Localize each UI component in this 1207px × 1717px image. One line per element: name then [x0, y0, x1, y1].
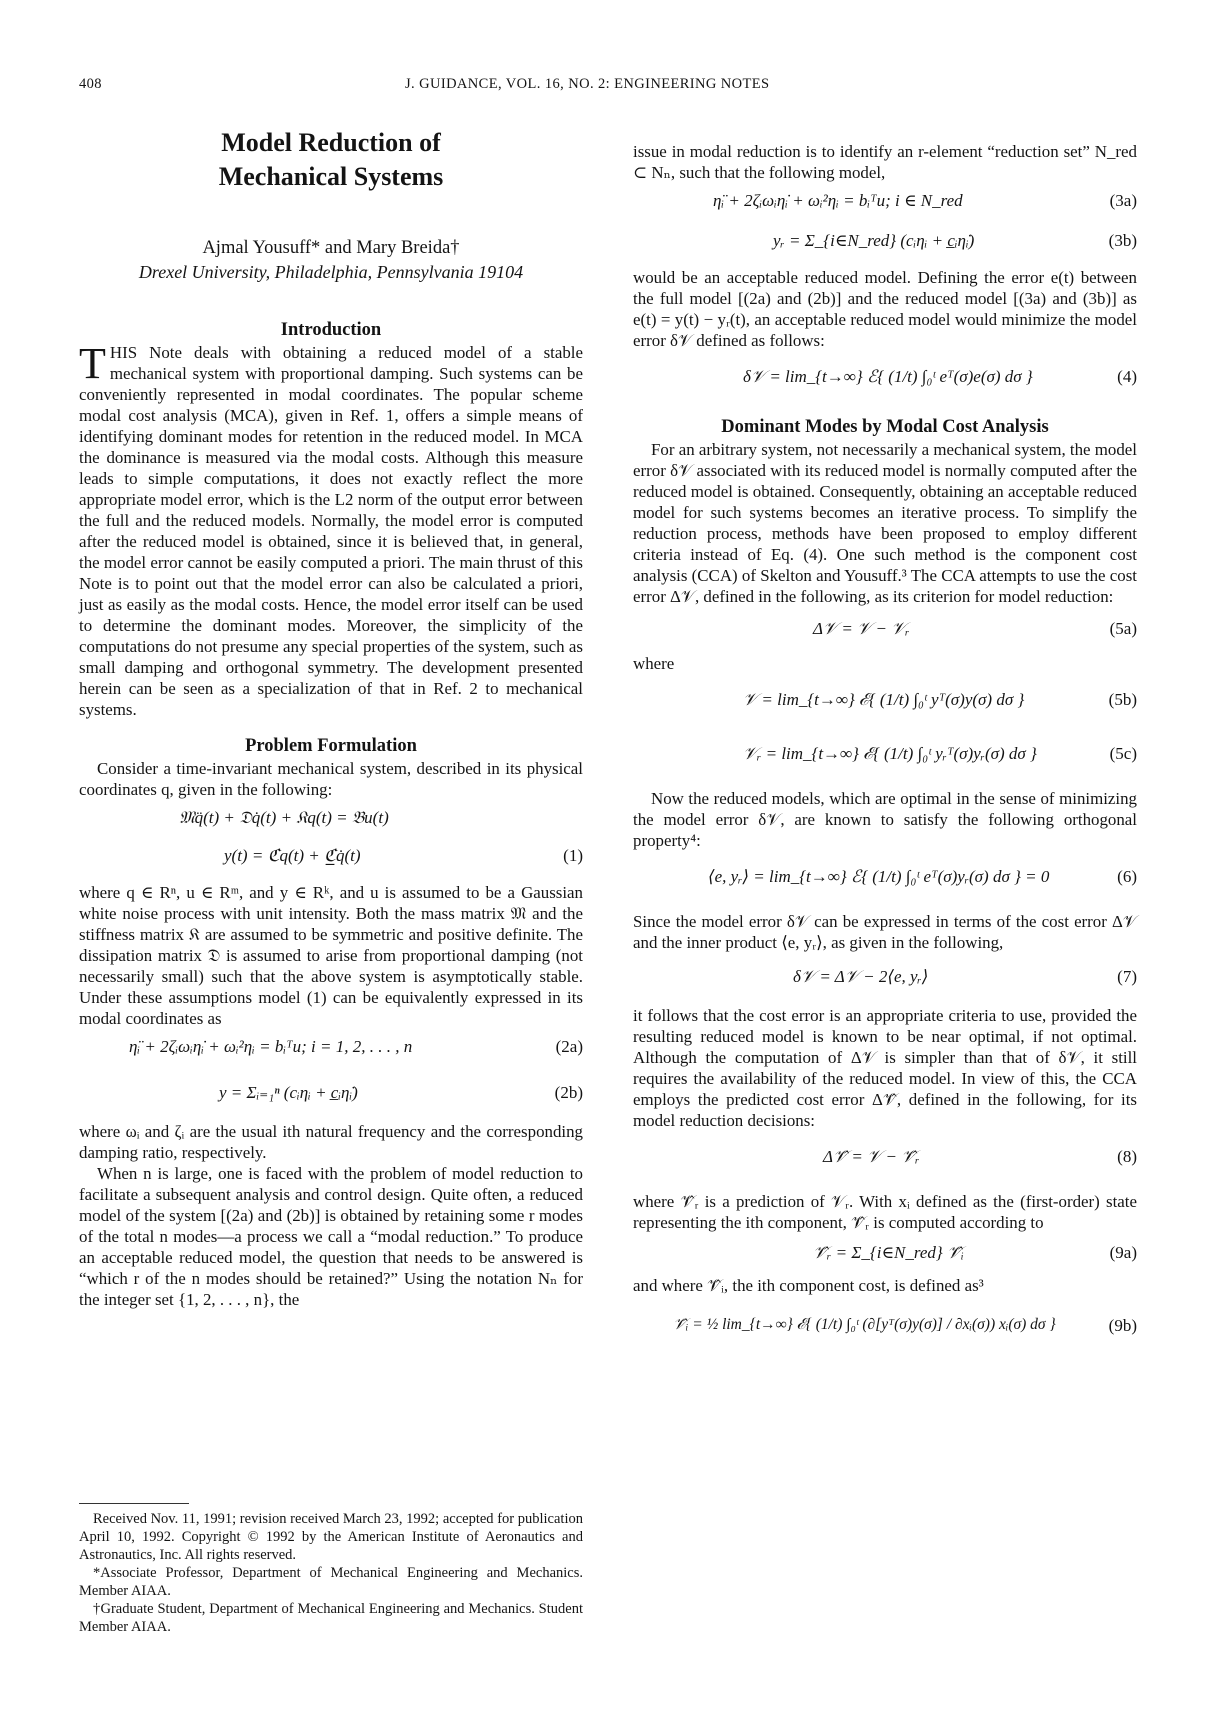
- problem-paragraph-1: Consider a time-invariant mechanical system, described in its physical coordinates q, given in the following:: [79, 759, 583, 799]
- equation-2b: [79, 1067, 583, 1121]
- equation-7: [633, 953, 1137, 999]
- equation-4: [633, 351, 1137, 405]
- equation-3a: [633, 183, 1137, 221]
- problem-paragraph-3: where ωᵢ and ζᵢ are the usual ith natural frequency and the corresponding damping ratio, respectively.: [79, 1122, 583, 1162]
- equation-2a-body: η̈ᵢ + 2ζᵢωᵢη̇ᵢ + ωᵢ²ηᵢ = bᵢᵀu; i = 1, 2, . . . , n: [129, 1037, 413, 1056]
- right-paragraph-3: For an arbitrary system, not necessarily a mechanical system, the model error δ𝒱 associated with its reduced model is normally computed after the reduced model is obtained. Consequently, obtaining an acceptable reduced model for such systems becomes an iterative process. To simplify the reduction process, methods have been proposed to employ different criteria instead of Eq. (4). One such method is the component cost analysis (CCA) of Skelton and Yousuff.³ The CCA attempts to use the cost error Δ𝒱, defined in the following, as its criterion for model reduction:: [633, 440, 1137, 606]
- equation-3b-body: yᵣ = Σ_{i∈N_red} (cᵢηᵢ + c̲ᵢη̇ᵢ): [773, 231, 975, 250]
- problem-paragraph-4: When n is large, one is faced with the problem of model reduction to facilitate a subsequent analysis and control design. Quite often, a reduced model of the system [(2a) and (2b)] is obtained by retaining some r modes of the total n modes—a process we call a “modal reduction.” To produce an acceptable reduced model, the question that needs to be answered is “which r of the n modes should be retained?” Using the notation Nₙ for the integer set {1, 2, . . . , n}, the: [79, 1164, 583, 1309]
- right-paragraph-5: Since the model error δ𝒱 can be expressed in terms of the cost error Δ𝒱 and the inner product ⟨e, yᵣ⟩, as given in the following,: [633, 912, 1137, 952]
- authors: Ajmal Yousuff* and Mary Breida†: [202, 238, 460, 258]
- left-column: [79, 120, 583, 1310]
- footnote-received: Received Nov. 11, 1991; revision received March 23, 1992; accepted for publication April 10, 1992. Copyright © 1992 by the American Institute of Aeronautics and Astronautics, Inc. All rights reserved.: [79, 1511, 583, 1563]
- equation-3b-number: (3b): [1108, 231, 1137, 250]
- equation-6: [633, 851, 1137, 905]
- equation-2a: [79, 1029, 583, 1067]
- footnote-rule: [79, 1503, 189, 1504]
- dominant-modes-heading: Dominant Modes by Modal Cost Analysis: [721, 417, 1049, 437]
- equation-5a-body: Δ𝒱 = 𝒱 − 𝒱ᵣ: [813, 619, 910, 638]
- right-paragraph-8: and where 𝒱̂ᵢ, the ith component cost, is defined as³: [633, 1276, 984, 1295]
- right-paragraph-4: Now the reduced models, which are optimal in the sense of minimizing the model error δ𝒱, are known to satisfy the following orthogonal property⁴:: [633, 789, 1137, 850]
- equation-1a: [79, 800, 583, 838]
- title-line-1: Model Reduction of: [221, 128, 441, 157]
- equation-1b: [79, 838, 583, 876]
- equation-3a-body: η̈ᵢ + 2ζᵢωᵢη̇ᵢ + ωᵢ²ηᵢ = bᵢᵀu; i ∈ N_red: [713, 191, 963, 210]
- equation-5b-body: 𝒱 = lim_{t→∞} ℰ{ (1/t) ∫₀ᵗ yᵀ(σ)y(σ) dσ }: [743, 690, 1025, 709]
- equation-5b-number: (5b): [1108, 690, 1137, 709]
- right-paragraph-6: it follows that the cost error is an appropriate criteria to use, provided the resulting reduced model is known to be near optimal, if not optimal. Although the computation of Δ𝒱 is simpler than that of δ𝒱, it still requires the availability of the reduced model. In view of this, the CCA employs the predicted cost error Δ𝒱̂, defined in the following, for its model reduction decisions:: [633, 1006, 1137, 1130]
- equation-5a-number: (5a): [1109, 619, 1137, 638]
- right-paragraph-2: would be an acceptable reduced model. Defining the error e(t) between the full model [(2a) and (2b)] and the reduced model [(3a) and (3b)] as e(t) = y(t) − yᵣ(t), an acceptable reduced model would minimize the model error δ𝒱 defined as follows:: [633, 268, 1137, 350]
- equation-5a: [633, 607, 1137, 653]
- equation-5c-number: (5c): [1109, 744, 1137, 763]
- equation-4-number: (4): [1117, 367, 1137, 386]
- footnote-author-1: *Associate Professor, Department of Mechanical Engineering and Mechanics. Member AIAA.: [79, 1565, 583, 1599]
- equation-1a-body: 𝔐q̈(t) + 𝔇q̇(t) + 𝔎q(t) = 𝔅u(t): [179, 808, 389, 827]
- equation-9b-number: (9b): [1108, 1316, 1137, 1335]
- equation-2a-number: (2a): [555, 1037, 583, 1056]
- equation-2b-number: (2b): [554, 1083, 583, 1102]
- title-line-2: Mechanical Systems: [218, 162, 444, 191]
- equation-5b: [633, 674, 1137, 728]
- equation-3a-number: (3a): [1109, 191, 1137, 210]
- equation-8: [633, 1131, 1137, 1185]
- equation-1b-body: y(t) = ℭq(t) + ℭ̲q̇(t): [224, 846, 361, 865]
- equation-9a: [633, 1233, 1137, 1275]
- problem-formulation-heading: Problem Formulation: [245, 736, 417, 756]
- running-header: J. GUIDANCE, VOL. 16, NO. 2: ENGINEERING NOTES: [405, 76, 770, 92]
- right-paragraph-1: issue in modal reduction is to identify an r-element “reduction set” N_red ⊂ Nₙ, such that the following model,: [633, 142, 1137, 182]
- drop-cap: T: [79, 339, 106, 388]
- equation-2b-body: y = Σᵢ₌₁ⁿ (cᵢηᵢ + c̲ᵢη̇ᵢ): [219, 1083, 358, 1102]
- equation-9a-number: (9a): [1109, 1243, 1137, 1262]
- introduction-paragraph: [79, 339, 583, 720]
- equation-5c-body: 𝒱ᵣ = lim_{t→∞} ℰ{ (1/t) ∫₀ᵗ yᵣᵀ(σ)yᵣ(σ) dσ }: [743, 744, 1037, 763]
- equation-5c: [633, 728, 1137, 782]
- equation-1-number: (1): [563, 846, 583, 865]
- page-number: 408: [79, 76, 102, 92]
- equation-6-body: ⟨e, yᵣ⟩ = lim_{t→∞} ℰ{ (1/t) ∫₀ᵗ eᵀ(σ)yᵣ(σ) dσ } = 0: [708, 867, 1050, 886]
- equation-7-number: (7): [1117, 967, 1137, 986]
- introduction-text: HIS Note deals with obtaining a reduced model of a stable mechanical system with proportional damping. Such systems can be conveniently represented in modal coordinates. The popular scheme modal cost analysis (MCA), given in Ref. 1, offers a simple means of identifying dominant modes for retention in the reduced model. In MCA the dominance is measured via the modal costs. Although this measure leads to simple computations, it does not exactly reflect the more appropriate model error, which is the L2 norm of the output error between the full and the reduced models. Normally, the model error is computed after the reduced model is obtained, since it is believed that, in general, the model error cannot be easily computed a priori. The main thrust of this Note is to point out that the model error can also be calculated a priori, just as easily as the modal costs. Hence, the model error itself can be used to determine the dominant modes. Moreover, the simplicity of the computations do not presume any special properties of the system, such as small damping and orthogonal symmetry. The development presented herein can be seen as a specialization of that in Ref. 2 to mechanical systems.: [79, 343, 583, 719]
- footnote-author-2: †Graduate Student, Department of Mechanical Engineering and Mechanics. Student Member AIAA.: [79, 1601, 583, 1635]
- equation-9a-body: 𝒱̂ᵣ = Σ_{i∈N_red} 𝒱̂ᵢ: [813, 1243, 964, 1262]
- right-paragraph-7: where 𝒱̂ᵣ is a prediction of 𝒱ᵣ. With xᵢ defined as the (first-order) state representing the ith component, 𝒱̂ᵣ is computed according to: [633, 1192, 1137, 1232]
- footnotes: [79, 1503, 583, 1636]
- problem-paragraph-2: where q ∈ Rⁿ, u ∈ Rᵐ, and y ∈ Rᵏ, and u is assumed to be a Gaussian white noise process with unit intensity. Both the mass matrix 𝔐 and the stiffness matrix 𝔎 are assumed to be symmetric and positive definite. The dissipation matrix 𝔇 is assumed to arise from proportional damping (not necessarily small) such that the above system is asymptotically stable. Under these assumptions model (1) can be equivalently expressed in its modal coordinates as: [79, 883, 583, 1028]
- equation-9b: [633, 1296, 1137, 1356]
- affiliation: Drexel University, Philadelphia, Pennsylvania 19104: [138, 262, 524, 282]
- equation-7-body: δ𝒱 = Δ𝒱 − 2⟨e, yᵣ⟩: [793, 967, 929, 986]
- equation-9b-body: 𝒱̂ᵢ = ½ lim_{t→∞} ℰ{ (1/t) ∫₀ᵗ (∂[yᵀ(σ)y(σ)] / ∂xᵢ(σ)) xᵢ(σ) dσ }: [673, 1316, 1056, 1333]
- equation-8-body: Δ𝒱̂ = 𝒱 − 𝒱̂ᵣ: [823, 1147, 920, 1166]
- where-text: where: [633, 654, 675, 673]
- equation-3b: [633, 221, 1137, 267]
- right-column: [633, 141, 1137, 1356]
- equation-4-body: δ𝒱 = lim_{t→∞} ℰ{ (1/t) ∫₀ᵗ eᵀ(σ)e(σ) dσ }: [743, 367, 1033, 386]
- equation-8-number: (8): [1117, 1147, 1137, 1166]
- introduction-heading: Introduction: [280, 320, 382, 340]
- equation-6-number: (6): [1117, 867, 1137, 886]
